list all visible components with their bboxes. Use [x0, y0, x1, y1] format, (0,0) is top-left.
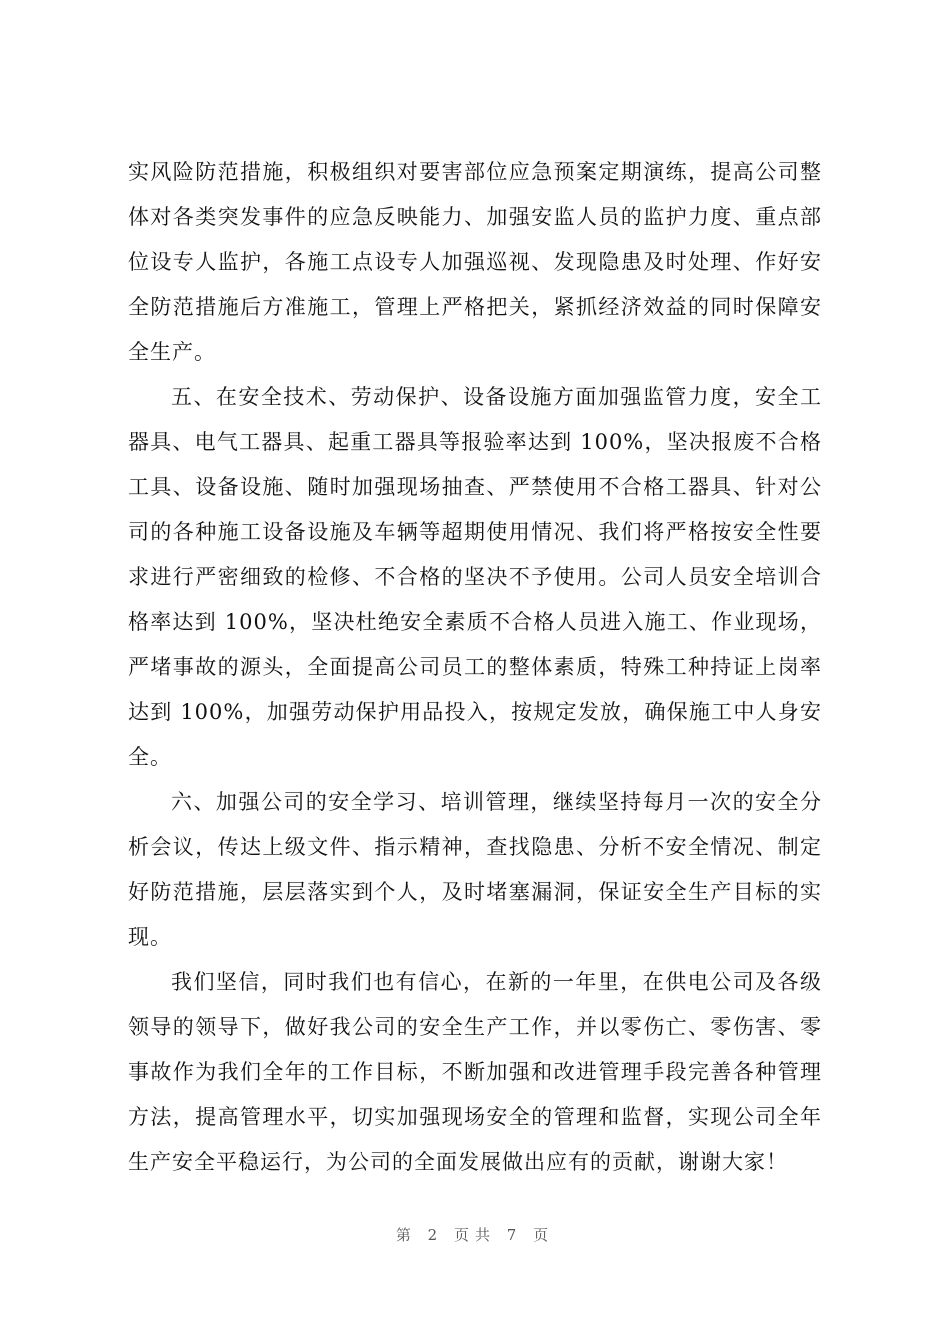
document-body [128, 150, 822, 1185]
paragraph-4: 我们坚信，同时我们也有信心，在新的一年里，在供电公司及各级领导的领导下，做好我公司的安全生产工作，并以零伤亡、零伤害、零事故作为我们全年的工作目标，不断加强和改进管理手段完善各种管理方法，提高管理水平，切实加强现场安全的管理和监督，实现公司全年生产安全平稳运行，为公司的全面发展做出应有的贡献，谢谢大家！ [128, 970, 822, 1174]
page-footer [0, 1224, 950, 1245]
paragraph-2: 五、在安全技术、劳动保护、设备设施方面加强监管力度，安全工器具、电气工器具、起重工器具等报验率达到 100%，坚决报废不合格工具、设备设施、随时加强现场抽查、严禁使用不合格工器具、针对公司的各种施工设备设施及车辆等超期使用情况、我们将严格按安全性要求进行严密细致的检修、不合格的坚决不予使用。公司人员安全培训合格率达到 100%，坚决杜绝安全素质不合格人员进入施工、作业现场，严堵事故的源头，全面提高公司员工的整体素质，特殊工种持证上岗率达到 100%，加强劳动保护用品投入，按规定发放，确保施工中人身安全。 [128, 385, 822, 769]
paragraph-1: 实风险防范措施，积极组织对要害部位应急预案定期演练，提高公司整体对各类突发事件的应急反映能力、加强安监人员的监护力度、重点部位设专人监护，各施工点设专人加强巡视、发现隐患及时处理、作好安全防范措施后方准施工，管理上严格把关，紧抓经济效益的同时保障安全生产。 [128, 160, 822, 364]
paragraph-3: 六、加强公司的安全学习、培训管理，继续坚持每月一次的安全分析会议，传达上级文件、指示精神，查找隐患、分析不安全情况、制定好防范措施，层层落实到个人，及时堵塞漏洞，保证安全生产目标的实现。 [128, 790, 822, 949]
page-number-label: 第 2 页共 7 页 [395, 1226, 555, 1244]
